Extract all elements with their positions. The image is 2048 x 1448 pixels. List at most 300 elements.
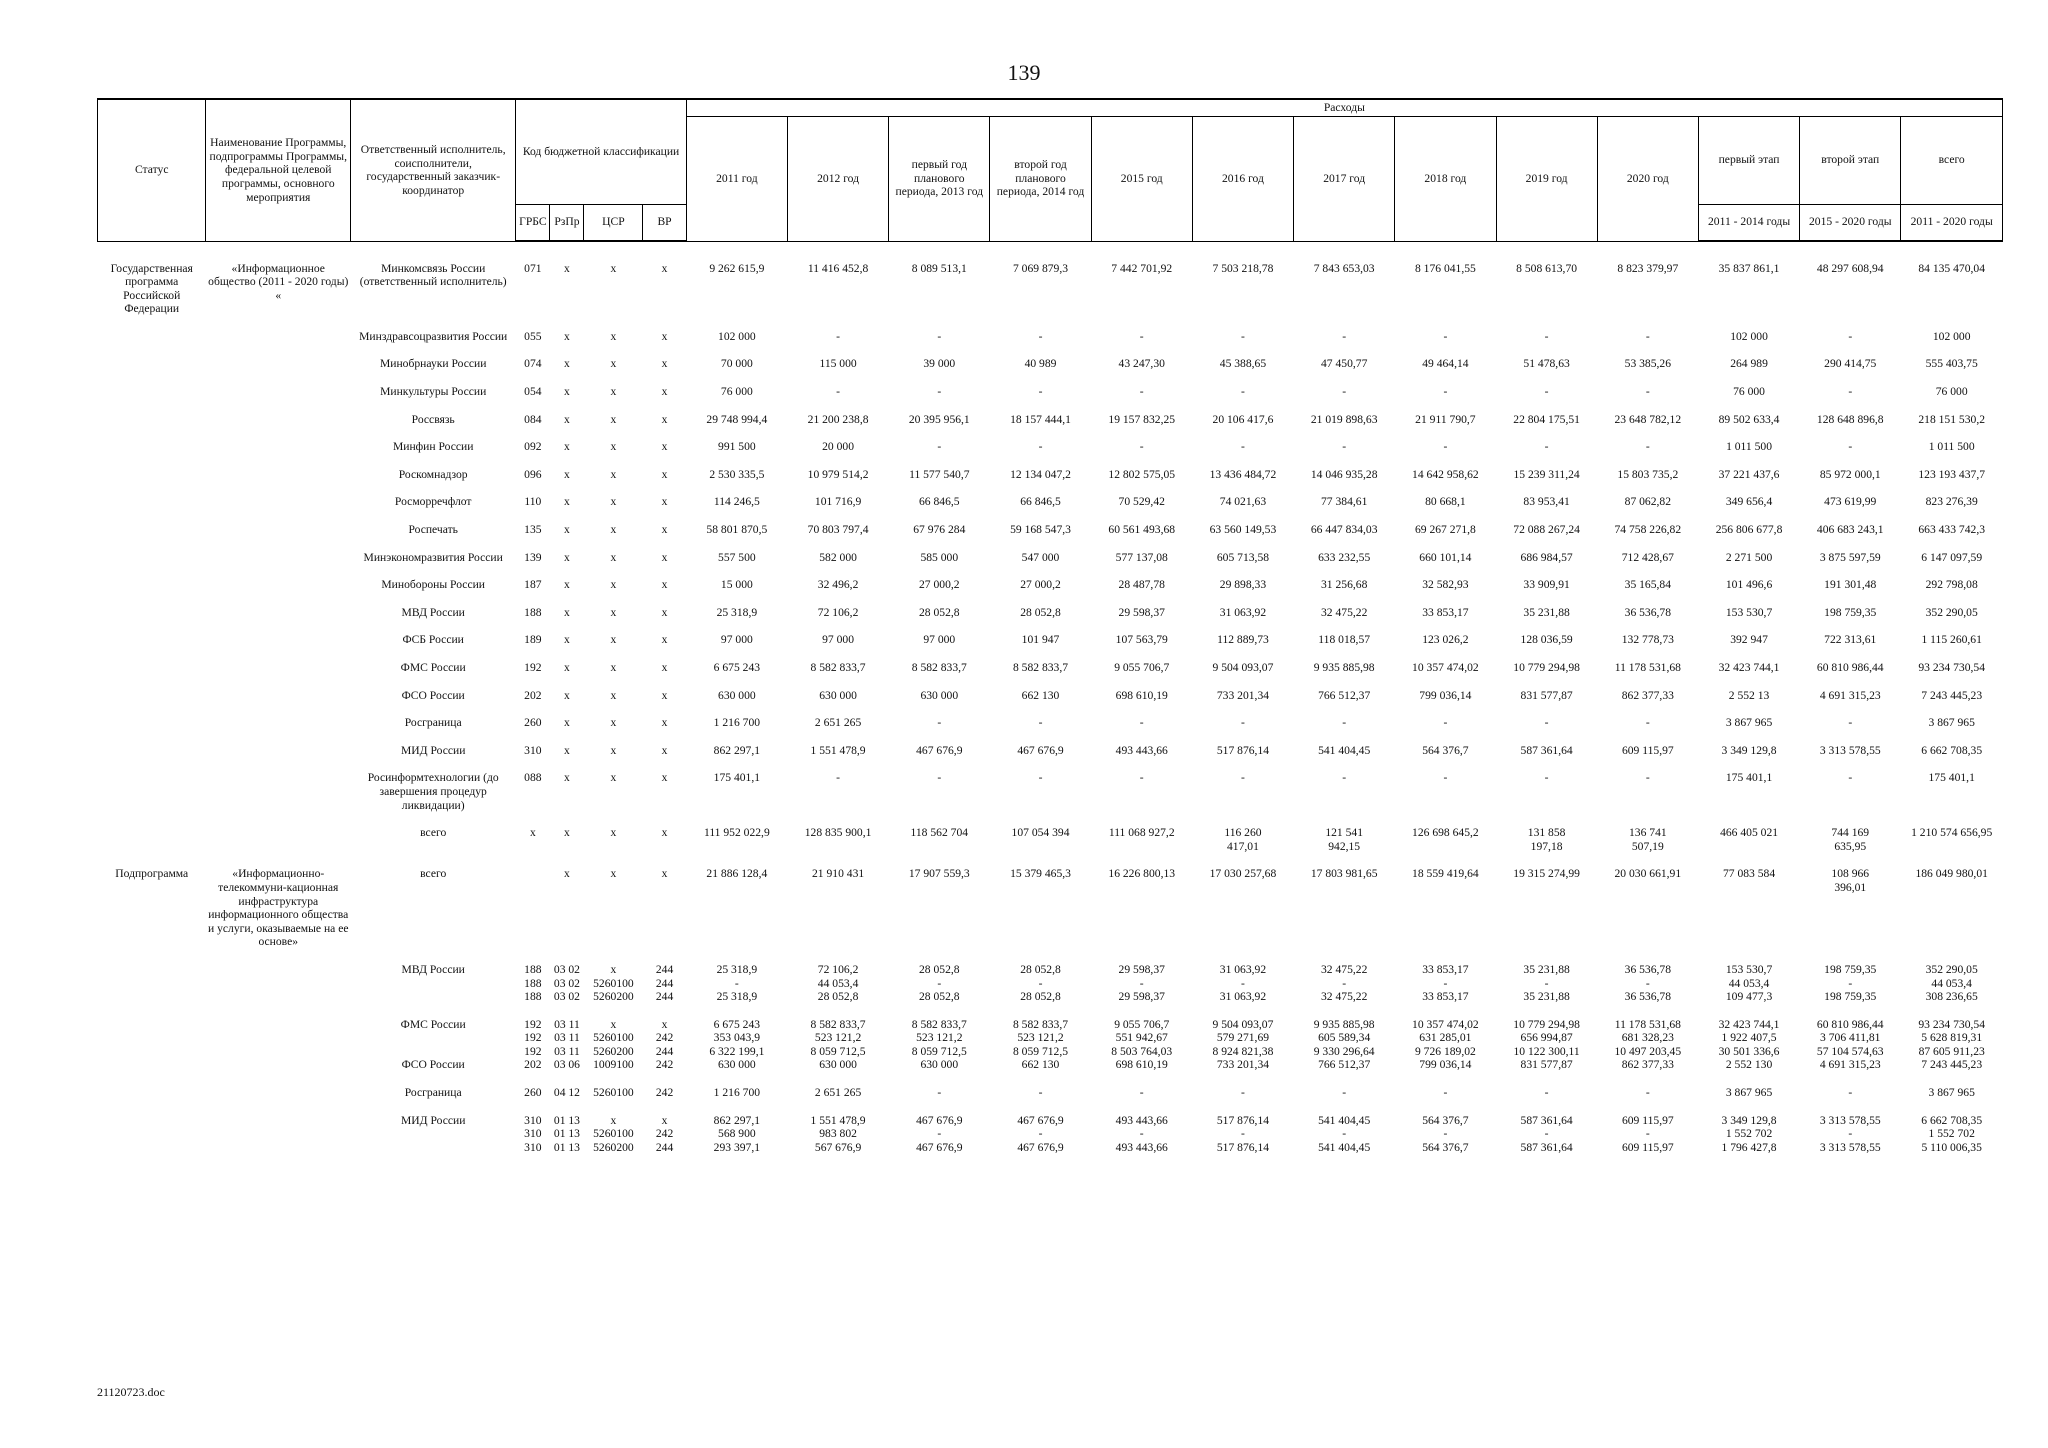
value-cell: 8 582 833,7: [810, 661, 866, 674]
value-cell: 6 675 243: [713, 661, 761, 674]
rzpr-cell: x: [564, 329, 570, 343]
status-cell: [98, 551, 206, 579]
value-cell: 37 221 437,6: [1718, 467, 1780, 481]
name-cell: [206, 826, 351, 867]
value-cell: -: [1848, 440, 1853, 454]
value-cell: 8 089 513,1: [911, 261, 967, 275]
value-cell: 21 886 128,4: [706, 867, 768, 881]
value-cell: 10 779 294,98 656 994,87 10 122 300,11 831 577,87: [1513, 1017, 1580, 1072]
vr-cell: x: [661, 329, 668, 343]
status-cell: [98, 689, 206, 717]
value-cell: 1 216 700: [713, 1086, 761, 1100]
value-cell: -: [1241, 329, 1245, 343]
value-cell: 97 000: [822, 633, 855, 647]
rzpr-cell: x: [564, 605, 570, 619]
value-cell: 20 106 417,6: [1212, 412, 1274, 426]
value-cell: 32 475,22 - 32 475,22: [1320, 962, 1368, 1004]
value-cell: 70 000: [720, 357, 753, 371]
csr-cell: x: [610, 771, 617, 785]
value-cell: -: [1544, 440, 1549, 454]
value-cell: -: [1544, 771, 1549, 785]
value-cell: 76 000: [1935, 385, 1968, 399]
table-row: [98, 241, 2003, 330]
value-cell: 93 234 730,54 5 628 819,31 87 605 911,23 7 243 445,23: [1918, 1017, 1986, 1072]
vr-cell: x: [661, 262, 668, 275]
value-cell: -: [1645, 771, 1650, 785]
value-cell: 29 748 994,4: [706, 412, 768, 426]
table-row: [98, 661, 2003, 689]
value-cell: 108 966 396,01: [1831, 867, 1870, 894]
value-cell: -: [1848, 716, 1853, 730]
value-cell: 605 713,58: [1216, 550, 1270, 564]
value-cell: 35 231,88: [1523, 605, 1570, 619]
value-cell: -: [1544, 716, 1549, 730]
vr-cell: x: [661, 385, 668, 399]
value-cell: 14 642 958,62: [1412, 467, 1479, 481]
value-cell: 799 036,14: [1419, 688, 1472, 702]
value-cell: 630 000: [920, 688, 959, 702]
name-cell: [206, 1086, 351, 1114]
csr-cell: x: [610, 550, 617, 564]
table-row: [98, 578, 2003, 606]
name-cell: [206, 661, 351, 689]
value-cell: 8 582 833,7 523 121,2 8 059 712,5 662 130: [1012, 1017, 1069, 1072]
grbs-cell: 310: [524, 743, 542, 757]
csr-cell: x: [610, 495, 617, 509]
header-total-years: 2011 - 2020 годы: [1901, 204, 2003, 241]
table-row: [98, 1086, 2003, 1114]
value-cell: 87 062,82: [1624, 495, 1672, 509]
value-cell: -: [836, 385, 841, 399]
value-cell: 8 582 833,7: [911, 661, 967, 674]
value-cell: 60 810 986,44: [1816, 661, 1884, 674]
value-cell: 12 134 047,2: [1010, 467, 1071, 481]
grbs-cell: x: [529, 826, 536, 840]
vr-cell: x: [661, 440, 668, 454]
value-cell: 17 907 559,3: [908, 867, 970, 881]
value-cell: -: [1645, 385, 1650, 399]
header-status: Статус: [98, 99, 206, 241]
page-number: 139: [1007, 60, 1041, 85]
value-cell: -: [1038, 771, 1043, 785]
table-row: [98, 1114, 2003, 1169]
value-cell: -: [1443, 440, 1448, 454]
value-cell: -: [1342, 385, 1347, 399]
table-row: [98, 440, 2003, 468]
value-cell: 218 151 530,2: [1918, 412, 1986, 426]
value-cell: -: [1645, 1086, 1650, 1100]
name-cell: [206, 357, 351, 385]
value-cell: 11 178 531,68 681 328,23 10 497 203,45 862 377,33: [1614, 1017, 1682, 1072]
value-cell: 128 648 896,8: [1816, 412, 1884, 426]
grbs-cell: 189: [524, 633, 542, 647]
responsible-cell: Роскомнадзор: [398, 467, 468, 481]
csr-cell: x 5260100 5260200: [593, 1113, 634, 1154]
header-total: всего: [1901, 116, 2003, 204]
value-cell: 136 741 507,19: [1628, 826, 1667, 853]
table-row: [98, 744, 2003, 772]
value-cell: 39 000: [923, 357, 956, 371]
value-cell: 8 823 379,97: [1617, 261, 1679, 275]
value-cell: 33 853,17: [1422, 605, 1469, 619]
name-cell: [206, 771, 351, 826]
value-cell: 10 779 294,98: [1513, 661, 1580, 674]
value-cell: 121 541 942,15: [1325, 826, 1364, 853]
csr-cell: x: [610, 661, 617, 674]
value-cell: 564 376,7 - 564 376,7: [1422, 1113, 1469, 1154]
value-cell: 9 055 706,7 551 942,67 8 503 764,03 698 610,19: [1111, 1017, 1173, 1072]
value-cell: 7 243 445,23: [1921, 688, 1983, 702]
value-cell: 2 651 265: [814, 1086, 862, 1100]
vr-cell: x: [661, 716, 668, 730]
value-cell: 198 759,35 - 198 759,35: [1824, 962, 1877, 1004]
table-row: [98, 357, 2003, 385]
header-name: Наименование Программы, подпрограммы Программы, федеральной целевой программы, основного мероприятия: [206, 99, 351, 241]
value-cell: 744 169 635,95: [1831, 826, 1870, 853]
value-cell: 11 178 531,68: [1614, 661, 1681, 674]
value-cell: 587 361,64: [1520, 743, 1573, 757]
value-cell: 25 318,9: [716, 605, 758, 619]
value-cell: 10 357 474,02: [1412, 661, 1479, 674]
value-cell: 3 867 965: [1725, 716, 1773, 730]
value-cell: 862 297,1: [713, 743, 761, 757]
responsible-cell: всего: [420, 826, 447, 840]
vr-cell: x: [661, 826, 668, 840]
value-cell: 466 405 021: [1720, 826, 1779, 840]
value-cell: 722 313,61: [1824, 633, 1877, 647]
value-cell: 27 000,2: [1020, 578, 1061, 592]
value-cell: 60 810 986,44 3 706 411,81 57 104 574,63 4 691 315,23: [1816, 1017, 1884, 1072]
value-cell: 467 676,9 - 467 676,9: [916, 1113, 963, 1154]
name-cell: [206, 523, 351, 551]
value-cell: 686 984,57: [1520, 550, 1573, 564]
rzpr-cell: 03 11 03 11 03 11 03 06: [553, 1017, 580, 1072]
value-cell: 28 052,8: [1020, 605, 1061, 619]
status-cell: [98, 495, 206, 523]
value-cell: 101 496,6: [1725, 578, 1773, 592]
value-cell: -: [1544, 385, 1549, 399]
value-cell: 33 853,17 - 33 853,17: [1422, 962, 1469, 1004]
table-row: [98, 330, 2003, 358]
value-cell: 67 976 284: [913, 523, 966, 537]
value-cell: 72 106,2 44 053,4 28 052,8: [817, 962, 859, 1004]
vr-cell: x: [661, 523, 668, 537]
status-cell: Государственная программа Российской Федерации: [110, 261, 193, 316]
value-cell: 84 135 470,04: [1918, 262, 1986, 275]
header-vr: ВР: [643, 204, 686, 241]
value-cell: 9 055 706,7: [1114, 661, 1170, 674]
value-cell: 392 947: [1730, 633, 1768, 647]
responsible-cell: Минкомсвязь России (ответственный исполнитель): [359, 261, 507, 289]
status-cell: [98, 1018, 206, 1086]
value-cell: 541 404,45: [1318, 743, 1371, 757]
value-cell: 660 101,14: [1419, 550, 1472, 564]
value-cell: 60 561 493,68: [1108, 523, 1176, 537]
table-row: [98, 867, 2003, 963]
status-cell: [98, 963, 206, 1018]
value-cell: 3 313 578,55 - 3 313 578,55: [1819, 1113, 1881, 1154]
value-cell: -: [1443, 716, 1448, 730]
value-cell: 27 000,2: [919, 578, 960, 592]
value-cell: 69 267 271,8: [1414, 523, 1476, 537]
value-cell: 3 875 597,59: [1819, 550, 1881, 564]
csr-cell: x: [610, 467, 617, 481]
status-cell: [98, 413, 206, 441]
value-cell: 2 530 335,5: [709, 467, 765, 481]
value-cell: 557 500: [718, 550, 756, 564]
value-cell: 107 563,79: [1115, 633, 1168, 647]
value-cell: 107 054 394: [1011, 826, 1070, 840]
value-cell: 467 676,9 - 467 676,9: [1017, 1113, 1064, 1154]
value-cell: 17 030 257,68: [1209, 867, 1277, 881]
value-cell: 102 000: [1932, 329, 1971, 343]
value-cell: 49 464,14: [1422, 357, 1469, 371]
table-row: [98, 1018, 2003, 1086]
value-cell: 85 972 000,1: [1819, 467, 1881, 481]
value-cell: -: [1139, 385, 1144, 399]
vr-cell: x: [661, 661, 668, 674]
header-grbs: ГРБС: [516, 204, 550, 241]
value-cell: 2 651 265: [814, 716, 862, 730]
value-cell: 3 349 129,8: [1721, 743, 1777, 757]
grbs-cell: 135: [524, 523, 542, 537]
status-cell: Подпрограмма: [115, 867, 189, 881]
value-cell: -: [1139, 329, 1144, 343]
value-cell: 128 835 900,1: [804, 826, 872, 840]
rzpr-cell: x: [564, 412, 570, 426]
value-cell: 74 021,63: [1219, 495, 1267, 509]
value-cell: 175 401,1: [1928, 771, 1975, 785]
value-cell: 97 000: [720, 633, 753, 647]
value-cell: -: [937, 329, 942, 343]
rzpr-cell: 03 02 03 02 03 02: [553, 962, 580, 1004]
table-row: [98, 826, 2003, 867]
value-cell: -: [1645, 440, 1650, 454]
value-cell: 32 475,22: [1320, 605, 1368, 619]
value-cell: 1 011 500: [1726, 440, 1773, 454]
csr-cell: x: [610, 440, 617, 454]
value-cell: 118 018,57: [1318, 633, 1371, 647]
value-cell: 114 246,5: [713, 495, 760, 509]
value-cell: 991 500: [718, 440, 756, 454]
status-cell: [98, 826, 206, 867]
value-cell: 93 234 730,54: [1918, 661, 1986, 674]
value-cell: 9 935 885,98 605 589,34 9 330 296,64 766 512,37: [1313, 1017, 1375, 1072]
vr-cell: x: [661, 633, 668, 647]
rzpr-cell: x: [564, 771, 570, 785]
rzpr-cell: x: [564, 495, 570, 509]
value-cell: 76 000: [1733, 385, 1765, 399]
value-cell: 32 423 744,1: [1718, 661, 1780, 674]
value-cell: 21 910 431: [811, 867, 865, 881]
value-cell: 33 909,91: [1523, 578, 1570, 592]
rzpr-cell: x: [564, 688, 570, 702]
vr-cell: 244 244 244: [655, 962, 674, 1004]
value-cell: 21 019 898,63: [1310, 412, 1378, 426]
value-cell: -: [1645, 329, 1650, 343]
table-body: [98, 241, 2003, 1168]
csr-cell: x 5260100 5260200 1009100: [593, 1017, 634, 1072]
value-cell: 18 559 419,64: [1412, 867, 1479, 881]
value-cell: 23 648 782,12: [1614, 412, 1682, 426]
csr-cell: x: [610, 826, 617, 840]
name-cell: «Информационно-телекоммуни-кационная инфраструктура информационного общества и услуги, оказываемые на ее основе»: [208, 867, 349, 949]
value-cell: 153 530,7 44 053,4 109 477,3: [1725, 962, 1773, 1004]
responsible-cell: МВД России: [401, 605, 465, 619]
value-cell: -: [1139, 716, 1144, 730]
header-stage1-years: 2011 - 2014 годы: [1698, 204, 1799, 241]
value-cell: -: [1139, 1086, 1144, 1100]
table-row: [98, 551, 2003, 579]
value-cell: 3 867 965: [1928, 1086, 1975, 1100]
responsible-cell: всего: [420, 867, 447, 881]
value-cell: -: [1443, 329, 1448, 343]
grbs-cell: 139: [524, 550, 542, 564]
vr-cell: x: [661, 467, 668, 481]
value-cell: 13 436 484,72: [1209, 467, 1277, 481]
value-cell: -: [1139, 771, 1144, 785]
grbs-cell: 188 188 188: [524, 962, 542, 1004]
value-cell: -: [1848, 329, 1853, 343]
vr-cell: x: [661, 357, 668, 371]
value-cell: 630 000: [718, 688, 756, 702]
value-cell: -: [937, 440, 942, 454]
responsible-cell: ФСБ России: [402, 633, 464, 647]
status-cell: [98, 716, 206, 744]
expenses-table: [97, 98, 2003, 1168]
csr-cell: x: [610, 867, 617, 881]
value-cell: 72 106,2: [817, 605, 859, 619]
table-row: [98, 385, 2003, 413]
value-cell: 25 318,9 - 25 318,9: [716, 962, 758, 1004]
value-cell: 11 577 540,7: [909, 467, 970, 481]
value-cell: 72 088 267,24: [1513, 523, 1580, 537]
value-cell: 6 675 243 353 043,9 6 322 199,1 630 000: [709, 1017, 765, 1072]
value-cell: 290 414,75: [1824, 357, 1877, 371]
rzpr-cell: x: [564, 523, 570, 537]
value-cell: 10 979 514,2: [807, 467, 869, 481]
csr-cell: x: [610, 743, 617, 757]
value-cell: 6 662 708,35: [1921, 743, 1983, 757]
rzpr-cell: x: [564, 826, 570, 840]
responsible-cell: Росморречфлот: [394, 495, 472, 509]
vr-cell: 242: [655, 1086, 674, 1100]
value-cell: -: [937, 771, 942, 785]
header-rzpr: РзПр: [550, 204, 584, 241]
value-cell: 256 806 677,8: [1715, 523, 1783, 537]
value-cell: 4 691 315,23: [1819, 688, 1881, 702]
header-2016: 2016 год: [1192, 116, 1293, 241]
vr-cell: x: [661, 867, 668, 881]
value-cell: -: [1645, 716, 1650, 730]
value-cell: 609 115,97: [1621, 743, 1674, 757]
value-cell: 587 361,64 - 587 361,64: [1520, 1113, 1573, 1154]
table-row: [98, 495, 2003, 523]
value-cell: 2 271 500: [1725, 550, 1773, 564]
value-cell: 20 395 956,1: [908, 412, 970, 426]
value-cell: 74 758 226,82: [1614, 523, 1682, 537]
vr-cell: x: [661, 578, 668, 592]
value-cell: 20 000: [822, 440, 855, 454]
responsible-cell: МИД России: [400, 1113, 466, 1127]
value-cell: 15 000: [720, 578, 753, 592]
table-row: [98, 633, 2003, 661]
responsible-cell: ФМС России ФСО России: [400, 1017, 466, 1072]
csr-cell: x: [610, 605, 617, 619]
value-cell: 10 357 474,02 631 285,01 9 726 189,02 799 036,14: [1412, 1017, 1479, 1072]
vr-cell: x: [661, 688, 668, 702]
value-cell: 1 210 574 656,95: [1911, 826, 1993, 840]
value-cell: 29 898,33: [1219, 578, 1267, 592]
header-budget-code: Код бюджетной классификации: [516, 99, 686, 204]
value-cell: -: [1038, 385, 1043, 399]
vr-cell: x: [661, 771, 668, 785]
value-cell: 35 165,84: [1624, 578, 1672, 592]
value-cell: 28 487,78: [1118, 578, 1165, 592]
table-row: [98, 468, 2003, 496]
value-cell: 3 867 965: [1928, 716, 1975, 730]
value-cell: -: [937, 1086, 942, 1100]
value-cell: -: [1342, 440, 1347, 454]
responsible-cell: МИД России: [400, 743, 466, 757]
value-cell: -: [1848, 771, 1853, 785]
header-stage1: первый этап: [1698, 116, 1799, 204]
value-cell: 662 130: [1021, 688, 1060, 702]
grbs-cell: 092: [524, 440, 542, 454]
value-cell: 11 416 452,8: [807, 261, 869, 275]
value-cell: 118 562 704: [910, 826, 969, 840]
status-cell: [98, 744, 206, 772]
name-cell: [206, 1114, 351, 1169]
value-cell: 32 582,93: [1422, 578, 1469, 592]
value-cell: 28 052,8 - 28 052,8: [1020, 962, 1061, 1004]
value-cell: 582 000: [819, 550, 857, 564]
value-cell: -: [1241, 440, 1245, 454]
value-cell: 8 582 833,7 523 121,2 8 059 712,5 630 000: [810, 1017, 866, 1072]
value-cell: 406 683 243,1: [1816, 523, 1884, 537]
responsible-cell: ФМС России: [400, 661, 466, 674]
name-cell: [206, 744, 351, 772]
value-cell: 1 115 260,61: [1921, 633, 1982, 647]
value-cell: 35 837 861,1: [1718, 262, 1780, 275]
name-cell: [206, 385, 351, 413]
rzpr-cell: x: [564, 716, 570, 730]
vr-cell: x: [661, 605, 668, 619]
grbs-cell: 096: [524, 467, 542, 481]
value-cell: 123 026,2: [1422, 633, 1469, 647]
value-cell: 1 551 478,9: [810, 743, 866, 757]
value-cell: 101 947: [1021, 633, 1060, 647]
header-stage2-years: 2015 - 2020 годы: [1800, 204, 1901, 241]
vr-cell: x: [661, 550, 668, 564]
grbs-cell: 202: [524, 688, 542, 702]
value-cell: 547 000: [1021, 550, 1060, 564]
value-cell: 28 052,8 - 28 052,8: [919, 962, 960, 1004]
responsible-cell: МВД России: [401, 962, 465, 976]
value-cell: 153 530,7: [1725, 605, 1773, 619]
status-cell: [98, 661, 206, 689]
value-cell: -: [1443, 385, 1448, 399]
name-cell: [206, 330, 351, 358]
value-cell: -: [1241, 771, 1245, 785]
value-cell: 102 000: [718, 329, 756, 343]
value-cell: 7 503 218,78: [1212, 261, 1274, 275]
value-cell: -: [1443, 1086, 1448, 1100]
value-cell: -: [1342, 329, 1347, 343]
value-cell: 19 315 274,99: [1513, 867, 1580, 881]
value-cell: 18 157 444,1: [1010, 412, 1071, 426]
table-row: [98, 689, 2003, 717]
